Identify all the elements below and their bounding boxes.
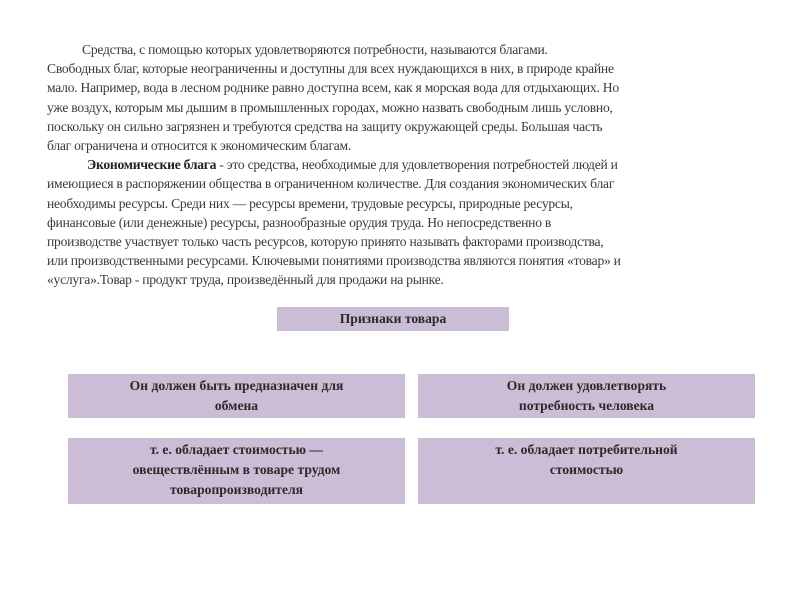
text-line: уже воздух, которым мы дышим в промышленных городах, можно назвать свободным лишь условно, <box>47 99 613 115</box>
box-text: т. е. обладает стоимостью — <box>149 442 324 457</box>
feature-box-use-value <box>418 438 755 504</box>
box-text: Он должен удовлетворять <box>506 378 667 393</box>
text-line: Средства, с помощью которых удовлетворяются потребности, называются благами. <box>82 42 548 57</box>
text-line: финансовые (или денежные) ресурсы, разнообразные орудия труда. Но непосредственно в <box>47 214 552 230</box>
box-text: овеществлённым в товаре трудом <box>132 462 341 477</box>
text-line: необходимы ресурсы. Среди них — ресурсы времени, трудовые ресурсы, природные ресурсы, <box>47 195 573 211</box>
text-line: «услуга».Товар - продукт труда, произведённый для продажи на рынке. <box>47 272 444 288</box>
box-text: товаропроизводителя <box>170 482 303 497</box>
diagram-title-box <box>277 307 509 331</box>
box-text: стоимостью <box>549 462 624 477</box>
text-line: благ ограничена и относится к экономическим благам. <box>47 138 352 154</box>
definition-text: - это средства, необходимые для удовлетворения потребностей людей и <box>216 157 618 173</box>
text-line: поскольку он сильно загрязнен и требуются средства на защиту окружающей среды. Большая часть <box>47 118 603 134</box>
text-line: производстве участвует только часть ресурсов, которую принято называть факторами производства, <box>47 234 604 250</box>
body-text <box>47 40 767 290</box>
text-line <box>47 155 767 174</box>
box-text: т. е. обладает потребительной <box>495 442 678 457</box>
term-economic-goods: Экономические блага <box>87 157 217 173</box>
text-line: мало. Например, вода в лесном роднике равно доступна всем, как я морская вода для отдыхающих. Но <box>47 80 619 96</box>
feature-box-exchange <box>68 374 405 418</box>
diagram-title: Признаки товара <box>339 311 447 326</box>
box-text: Он должен быть предназначен для <box>129 378 344 393</box>
text-line: или производственными ресурсами. Ключевыми понятиями производства являются понятия «товар» и <box>47 253 621 269</box>
feature-box-need <box>418 374 755 418</box>
text-line: имеющиеся в распоряжении общества в ограниченном количестве. Для создания экономических благ <box>47 176 615 192</box>
feature-box-value <box>68 438 405 504</box>
text-line: Свободных благ, которые неограниченны и доступны для всех нуждающихся в них, в природе крайне <box>47 61 614 77</box>
box-text: потребность человека <box>518 398 655 413</box>
box-text: обмена <box>214 398 259 413</box>
